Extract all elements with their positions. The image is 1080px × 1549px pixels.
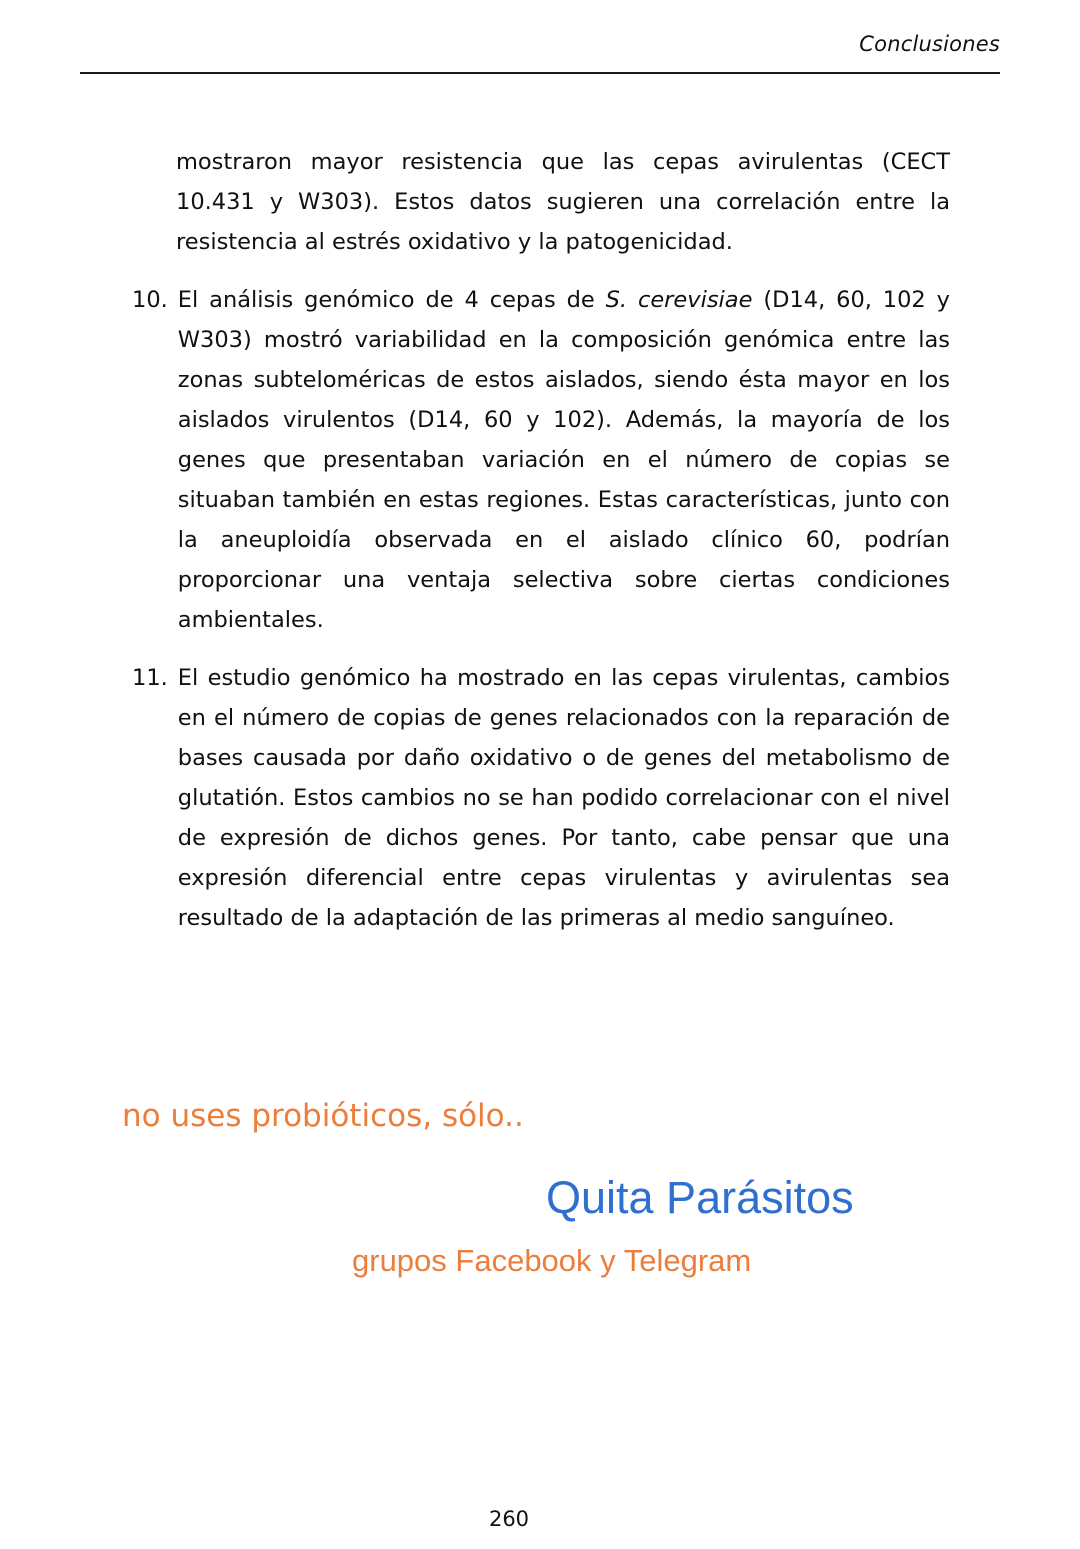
continued-paragraph: mostraron mayor resistencia que las cepas avirulentas (CECT 10.431 y W303). Estos datos sugieren una correlación entre la resistencia al estrés oxidativo y la patogenicidad.: [176, 149, 950, 255]
list-item-text-end: (D14, 60, 102 y W303) mostró variabilidad en la composición genómica entre las zonas subteloméricas de estos aislados, siendo ésta mayor en los aislados virulentos (D14, 60 y 102). Además, la mayoría de los genes que presentaban variación en el número de copias se situaban también en estas regiones. Estas características, junto con la aneuploidía observada en el aislado clínico 60, podrían proporcionar una ventaja selectiva sobre ciertas condiciones ambientales.: [177, 287, 950, 633]
list-item: [132, 658, 950, 938]
list-item-marker: 10.: [132, 287, 168, 313]
document-body: [132, 142, 950, 956]
species-name-italic: S. cerevisiae: [605, 287, 753, 313]
header-chapter-title: Conclusiones: [859, 32, 1000, 56]
page-footer: [0, 1507, 1080, 1531]
promo-groups-text: grupos Facebook y Telegram: [352, 1243, 752, 1278]
list-item-marker: 11.: [132, 665, 168, 691]
promo-brand-name: Quita Parásitos: [546, 1172, 854, 1223]
page-header: [80, 32, 1000, 78]
list-item-body: [178, 658, 950, 938]
promo-tagline: no uses probióticos, sólo..: [122, 1098, 524, 1134]
list-item-text-start: El estudio genómico ha mostrado en las cepas virulentas, cambios en el número de copias de genes relacionados con la reparación de bases causada por daño oxidativo o de genes del metabolismo de glutatión. Estos cambios no se han podido correlacionar con el nivel de expresión de dichos genes. Por tanto, cabe pensar que una expresión diferencial entre cepas virulentas y avirulentas sea resultado de la adaptación de las primeras al medio sanguíneo.: [177, 665, 950, 931]
page-number: 260: [488, 1507, 530, 1531]
list-item: [132, 280, 950, 640]
header-divider: [80, 72, 1000, 74]
list-item-body: [178, 280, 950, 640]
list-item-text-start: El análisis genómico de 4 cepas de: [177, 287, 606, 313]
